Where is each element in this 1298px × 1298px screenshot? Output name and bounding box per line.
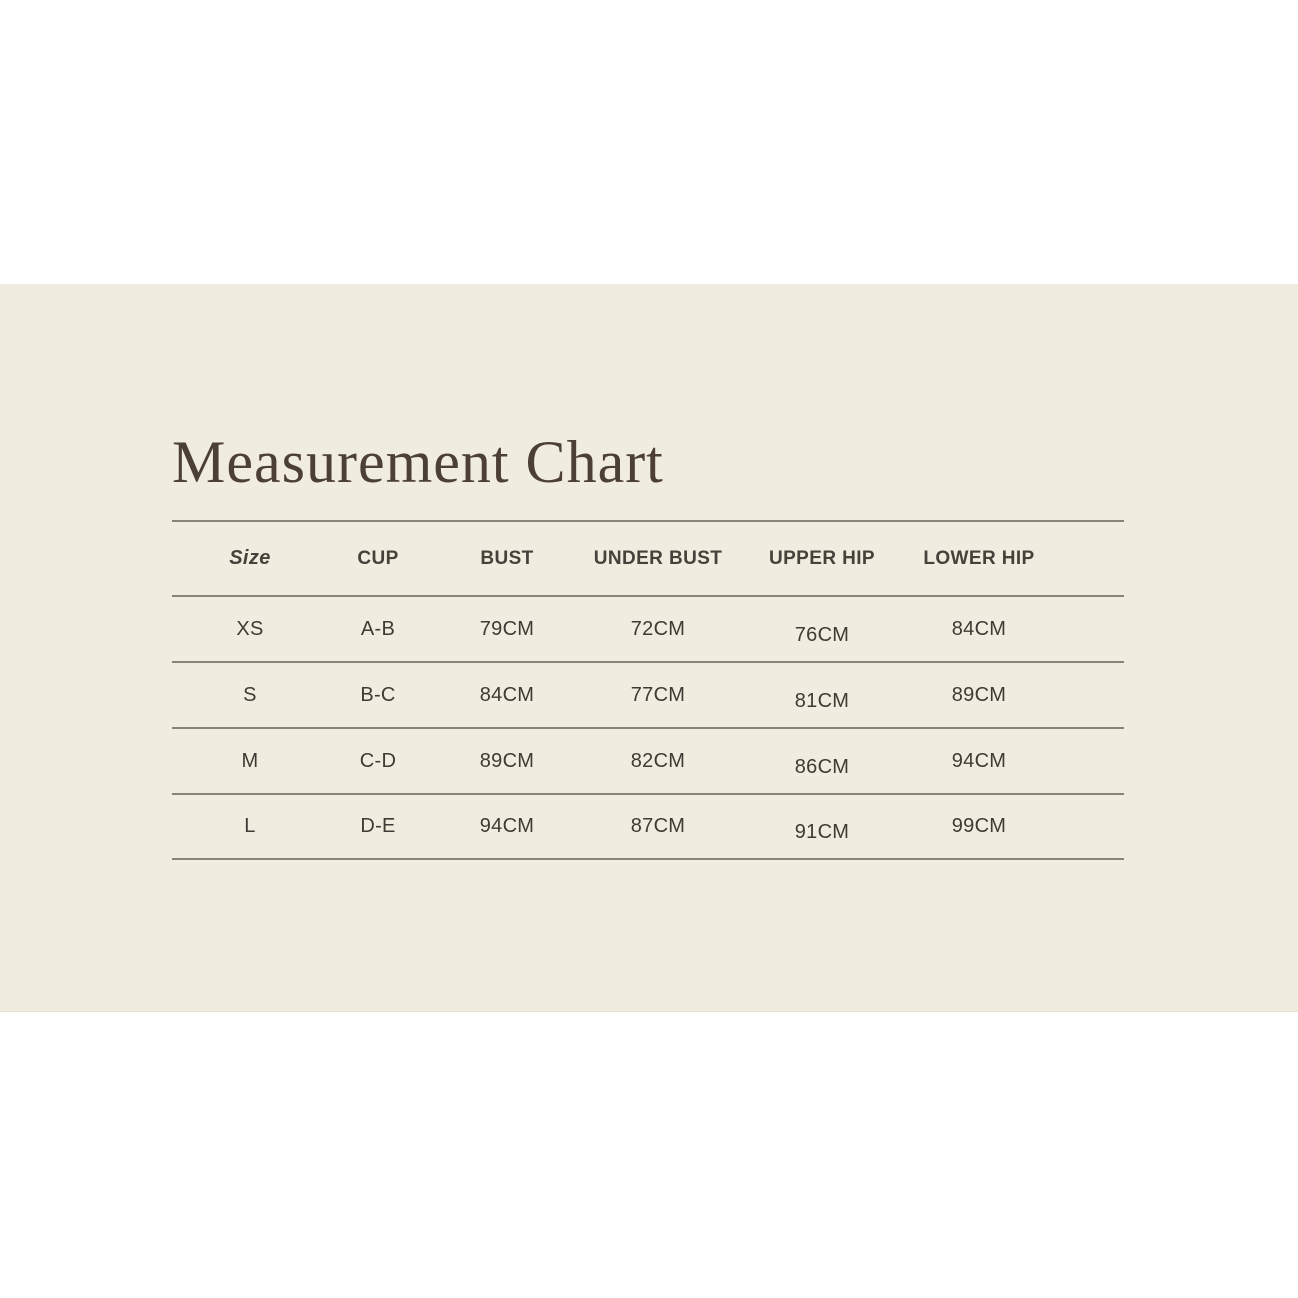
column-header-size: Size bbox=[229, 547, 271, 569]
cell-under-bust: 82CM bbox=[630, 749, 686, 772]
cell-under-bust: 72CM bbox=[630, 617, 686, 640]
cell-under-bust: 77CM bbox=[630, 683, 686, 706]
cell-bust: 84CM bbox=[479, 683, 535, 706]
table-row-s bbox=[172, 661, 1124, 727]
column-header-upper-hip: UPPER HIP bbox=[768, 547, 875, 569]
cell-lower-hip: 94CM bbox=[951, 749, 1007, 772]
cell-upper-hip: 81CM bbox=[794, 689, 850, 712]
cell-cup: A-B bbox=[360, 617, 396, 640]
cell-bust: 94CM bbox=[479, 815, 535, 837]
cell-cup: D-E bbox=[360, 815, 396, 837]
table-row-l bbox=[172, 793, 1124, 860]
column-header-bust: BUST bbox=[480, 547, 534, 569]
cell-lower-hip: 84CM bbox=[951, 617, 1007, 640]
table-row-m bbox=[172, 727, 1124, 793]
cell-bust: 89CM bbox=[479, 749, 535, 772]
page-title: Measurement Chart bbox=[172, 429, 664, 495]
cell-cup: C-D bbox=[359, 749, 397, 772]
cell-under-bust: 87CM bbox=[630, 815, 686, 837]
column-header-cup: CUP bbox=[357, 547, 399, 569]
cell-size: XS bbox=[236, 617, 264, 640]
cell-bust: 79CM bbox=[479, 617, 535, 640]
table-row-xs bbox=[172, 595, 1124, 661]
table-header-row bbox=[172, 520, 1124, 595]
column-header-under-bust: UNDER BUST bbox=[593, 547, 723, 569]
cell-upper-hip: 91CM bbox=[794, 821, 850, 843]
cell-cup: B-C bbox=[360, 683, 396, 706]
cell-upper-hip: 86CM bbox=[794, 755, 850, 778]
column-header-lower-hip: LOWER HIP bbox=[923, 547, 1035, 569]
cell-lower-hip: 99CM bbox=[951, 815, 1007, 837]
cell-lower-hip: 89CM bbox=[951, 683, 1007, 706]
cell-size: M bbox=[241, 749, 259, 772]
cell-upper-hip: 76CM bbox=[794, 623, 850, 646]
measurement-chart-panel bbox=[0, 284, 1298, 1012]
cell-size: S bbox=[243, 683, 257, 706]
measurement-table bbox=[172, 520, 1124, 860]
cell-size: L bbox=[244, 815, 256, 837]
